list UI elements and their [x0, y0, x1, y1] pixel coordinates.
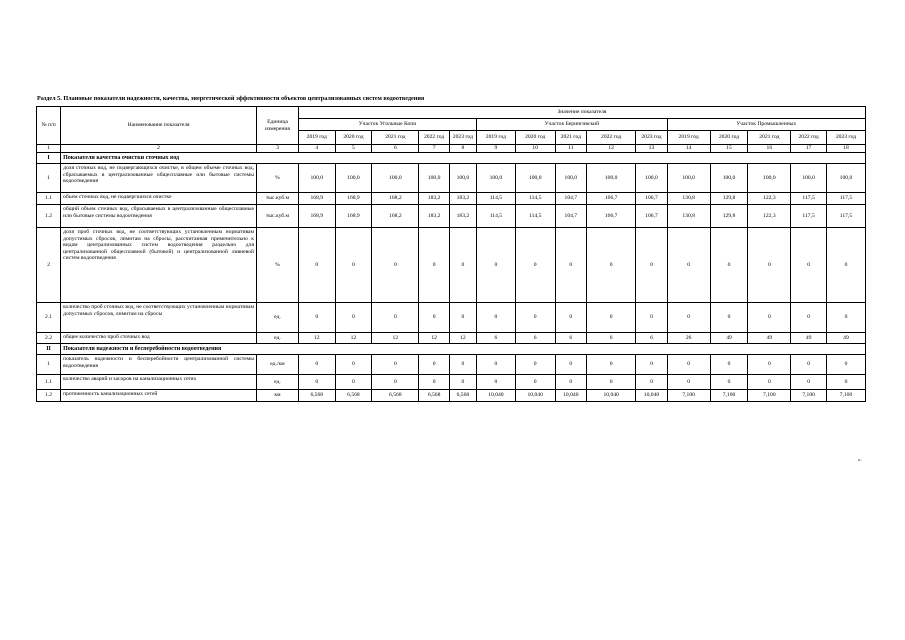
column-number: 9: [477, 145, 516, 153]
column-number: 3: [257, 145, 299, 153]
value-cell: 0: [636, 375, 667, 390]
value-cell: 0: [826, 303, 865, 333]
value-cell: 10,040: [477, 390, 516, 402]
column-number: 18: [826, 145, 865, 153]
year-header: 2021 год: [555, 131, 586, 145]
value-cell: 0: [477, 228, 516, 303]
value-cell: 100,0: [636, 164, 667, 193]
section-title-cell: Показатели надежности и бесперебойности водоотведения: [61, 344, 866, 355]
value-cell: 183,2: [449, 193, 476, 205]
value-cell: 0: [419, 355, 449, 375]
value-cell: 0: [636, 303, 667, 333]
col-name-header: Наименование показателя: [61, 107, 257, 145]
indicator-name: доля сточных вод, не подвергающихся очистке, в общем объеме сточных вод, сбрасываемых в централизованные общесплавные или бытовые системы водоотведения: [61, 164, 257, 193]
value-cell: 6: [477, 333, 516, 344]
value-cell: 6: [515, 333, 555, 344]
value-cell: 100,0: [298, 164, 335, 193]
value-cell: 100,0: [419, 164, 449, 193]
value-cell: 104,7: [555, 205, 586, 228]
year-header: 2020 год: [335, 131, 372, 145]
value-cell: 7,100: [748, 390, 791, 402]
unit-cell: %: [257, 228, 299, 303]
value-cell: 100,0: [372, 164, 419, 193]
value-cell: 12: [419, 333, 449, 344]
value-cell: 100,0: [748, 164, 791, 193]
value-cell: 6: [636, 333, 667, 344]
value-cell: 168,9: [298, 205, 335, 228]
unit-cell: тыс.куб.м: [257, 193, 299, 205]
value-cell: 0: [372, 355, 419, 375]
value-cell: 0: [449, 355, 476, 375]
year-header: 2020 год: [515, 131, 555, 145]
section-title-cell: Показатели качества очистки сточных вод: [61, 153, 866, 164]
value-cell: 100,0: [335, 164, 372, 193]
year-header: 2019 год: [477, 131, 516, 145]
column-numbers-row: [37, 145, 866, 153]
value-cell: 104,7: [555, 193, 586, 205]
indicator-name: объем сточных вод, не подвергшихся очистке: [61, 193, 257, 205]
value-cell: 7,100: [667, 390, 710, 402]
unit-cell: ед.: [257, 333, 299, 344]
value-cell: 114,5: [477, 205, 516, 228]
value-cell: 0: [298, 355, 335, 375]
value-cell: 0: [748, 228, 791, 303]
column-number: 8: [449, 145, 476, 153]
value-cell: 0: [791, 228, 827, 303]
value-cell: 129,8: [710, 193, 748, 205]
value-cell: 0: [419, 375, 449, 390]
column-number: 10: [515, 145, 555, 153]
year-header: 2022 год: [587, 131, 636, 145]
unit-cell: ед.: [257, 303, 299, 333]
value-cell: 168,2: [372, 205, 419, 228]
year-header: 2021 год: [372, 131, 419, 145]
footnote: ».: [858, 458, 862, 463]
table-body: [37, 153, 866, 402]
value-cell: 0: [515, 303, 555, 333]
value-cell: 0: [477, 355, 516, 375]
value-cell: 100,0: [555, 164, 586, 193]
table-row: [37, 193, 866, 205]
value-cell: 7,100: [826, 390, 865, 402]
column-number: 7: [419, 145, 449, 153]
column-number: 15: [710, 145, 748, 153]
value-cell: 0: [826, 228, 865, 303]
value-cell: 0: [791, 355, 827, 375]
column-number: 6: [372, 145, 419, 153]
row-number: 1: [37, 355, 61, 375]
value-cell: 114,5: [477, 193, 516, 205]
value-cell: 0: [477, 375, 516, 390]
value-cell: 6,568: [335, 390, 372, 402]
value-cell: 0: [667, 375, 710, 390]
row-number: 1.1: [37, 193, 61, 205]
value-group-header: Значение показателя: [298, 107, 865, 119]
col-num-header: № п/п: [37, 107, 61, 145]
value-cell: 49: [791, 333, 827, 344]
value-cell: 117,5: [826, 193, 865, 205]
unit-cell: %: [257, 164, 299, 193]
value-cell: 0: [449, 303, 476, 333]
value-cell: 0: [372, 375, 419, 390]
table-row: [37, 303, 866, 333]
value-cell: 0: [515, 228, 555, 303]
value-cell: 0: [335, 303, 372, 333]
column-number: 5: [335, 145, 372, 153]
value-cell: 122,3: [748, 193, 791, 205]
value-cell: 183,2: [419, 205, 449, 228]
table-row: [37, 228, 866, 303]
indicator-name: доля проб сточных вод, не соответствующих установленным нормативам допустимых сбросов, лимитам на сбросы, рассчитанная применительно к видам централизованных систем водоотведения раздельно для централизованной общесплавной (бытовой) и централизованной ливневой систем водоотведения: [61, 228, 257, 303]
table-row: [37, 375, 866, 390]
value-cell: 100,0: [791, 164, 827, 193]
indicator-name: количество проб сточных вод, не соответствующих установленным нормативам допустимых сбросов, лимитам на сбросы: [61, 303, 257, 333]
column-number: 12: [587, 145, 636, 153]
value-cell: 0: [710, 303, 748, 333]
value-cell: 100,0: [826, 164, 865, 193]
section-number: I: [37, 153, 61, 164]
value-cell: 26: [667, 333, 710, 344]
value-cell: 0: [826, 355, 865, 375]
value-cell: 49: [826, 333, 865, 344]
table-row: [37, 333, 866, 344]
year-header: 2021 год: [748, 131, 791, 145]
value-cell: 10,040: [515, 390, 555, 402]
value-cell: 114,5: [515, 193, 555, 205]
value-cell: 0: [419, 303, 449, 333]
header-row-1: [37, 107, 866, 119]
value-cell: 6: [587, 333, 636, 344]
value-cell: 0: [791, 375, 827, 390]
value-cell: 0: [748, 375, 791, 390]
table-row: [37, 164, 866, 193]
value-cell: 0: [449, 375, 476, 390]
column-number: 14: [667, 145, 710, 153]
value-cell: 168,9: [335, 193, 372, 205]
row-number: 2.2: [37, 333, 61, 344]
year-header: 2023 год: [636, 131, 667, 145]
value-cell: 0: [298, 303, 335, 333]
indicators-table: [36, 106, 866, 402]
value-cell: 0: [587, 375, 636, 390]
value-cell: 12: [449, 333, 476, 344]
value-cell: 168,9: [335, 205, 372, 228]
value-cell: 114,5: [515, 205, 555, 228]
value-cell: 7,100: [791, 390, 827, 402]
value-cell: 0: [449, 228, 476, 303]
value-cell: 168,2: [372, 193, 419, 205]
site-header: Участок Берингивский: [477, 119, 668, 131]
value-cell: 49: [710, 333, 748, 344]
value-cell: 130,8: [667, 193, 710, 205]
value-cell: 129,8: [710, 205, 748, 228]
indicator-name: общий объем сточных вод, сбрасываемых в централизованные общесплавные или бытовые системы водоотведения: [61, 205, 257, 228]
unit-cell: ед./км: [257, 355, 299, 375]
section-number: II: [37, 344, 61, 355]
unit-cell: ед.: [257, 375, 299, 390]
value-cell: 0: [667, 303, 710, 333]
value-cell: 0: [515, 355, 555, 375]
indicator-name: общее количество проб сточных вод: [61, 333, 257, 344]
year-header: 2023 год: [826, 131, 865, 145]
value-cell: 0: [587, 355, 636, 375]
value-cell: 100,0: [710, 164, 748, 193]
indicator-name: количество аварий и засоров на канализационных сетях: [61, 375, 257, 390]
column-number: 17: [791, 145, 827, 153]
value-cell: 0: [372, 228, 419, 303]
column-number: 16: [748, 145, 791, 153]
column-number: 13: [636, 145, 667, 153]
indicator-name: показатель надежности и бесперебойности централизованной системы водоотведения: [61, 355, 257, 375]
value-cell: 168,9: [298, 193, 335, 205]
column-number: 2: [61, 145, 257, 153]
value-cell: 12: [335, 333, 372, 344]
value-cell: 130,8: [667, 205, 710, 228]
value-cell: 6,568: [298, 390, 335, 402]
value-cell: 0: [667, 355, 710, 375]
column-number: 11: [555, 145, 586, 153]
value-cell: 106,7: [587, 193, 636, 205]
value-cell: 100,0: [477, 164, 516, 193]
row-number: 1: [37, 164, 61, 193]
site-header: Участок Промышлеиных: [667, 119, 865, 131]
value-cell: 122,3: [748, 205, 791, 228]
year-header: 2022 год: [791, 131, 827, 145]
value-cell: 183,2: [449, 205, 476, 228]
value-cell: 0: [791, 303, 827, 333]
value-cell: 0: [372, 303, 419, 333]
value-cell: 0: [555, 228, 586, 303]
value-cell: 0: [515, 375, 555, 390]
value-cell: 10,040: [555, 390, 586, 402]
value-cell: 0: [587, 303, 636, 333]
value-cell: 100,0: [667, 164, 710, 193]
value-cell: 0: [555, 355, 586, 375]
value-cell: 0: [636, 228, 667, 303]
row-number: 2: [37, 228, 61, 303]
row-number: 1.1: [37, 375, 61, 390]
value-cell: 106,7: [636, 205, 667, 228]
value-cell: 117,5: [791, 193, 827, 205]
row-number: 1.2: [37, 390, 61, 402]
value-cell: 0: [710, 375, 748, 390]
value-cell: 0: [298, 228, 335, 303]
value-cell: 0: [748, 355, 791, 375]
row-number: 1.2: [37, 205, 61, 228]
year-header: 2019 год: [298, 131, 335, 145]
value-cell: 100,0: [587, 164, 636, 193]
value-cell: 0: [477, 303, 516, 333]
value-cell: 100,0: [515, 164, 555, 193]
value-cell: 106,7: [587, 205, 636, 228]
value-cell: 0: [826, 375, 865, 390]
value-cell: 0: [555, 303, 586, 333]
year-header: 2022 год: [419, 131, 449, 145]
table-row: [37, 205, 866, 228]
value-cell: 0: [710, 355, 748, 375]
value-cell: 10,040: [636, 390, 667, 402]
value-cell: 49: [748, 333, 791, 344]
site-header: Участок Угольные Копи: [298, 119, 476, 131]
value-cell: 10,040: [587, 390, 636, 402]
value-cell: 0: [667, 228, 710, 303]
value-cell: 117,5: [791, 205, 827, 228]
section-title: Раздел 5. Плановые показатели надежности, качества, энергетической эффективности объектов централизованных систем водоотведения: [37, 95, 425, 102]
column-number: 1: [37, 145, 61, 153]
column-number: 4: [298, 145, 335, 153]
value-cell: 106,7: [636, 193, 667, 205]
value-cell: 12: [372, 333, 419, 344]
value-cell: 7,100: [710, 390, 748, 402]
value-cell: 0: [335, 355, 372, 375]
value-cell: 6: [555, 333, 586, 344]
indicator-name: протяженность канализационных сетей: [61, 390, 257, 402]
value-cell: 12: [298, 333, 335, 344]
section-row: [37, 153, 866, 164]
section-row: [37, 344, 866, 355]
col-unit-header: Единица измерения: [257, 107, 299, 145]
value-cell: 0: [335, 375, 372, 390]
value-cell: 183,2: [419, 193, 449, 205]
unit-cell: км: [257, 390, 299, 402]
value-cell: 100,0: [449, 164, 476, 193]
value-cell: 0: [298, 375, 335, 390]
value-cell: 0: [419, 228, 449, 303]
value-cell: 0: [636, 355, 667, 375]
year-header: 2019 год: [667, 131, 710, 145]
row-number: 2.1: [37, 303, 61, 333]
year-header: 2020 год: [710, 131, 748, 145]
unit-cell: тыс.куб.м: [257, 205, 299, 228]
value-cell: 0: [335, 228, 372, 303]
value-cell: 0: [587, 228, 636, 303]
value-cell: 0: [710, 228, 748, 303]
value-cell: 6,568: [372, 390, 419, 402]
year-header: 2023 год: [449, 131, 476, 145]
table-row: [37, 390, 866, 402]
table-row: [37, 355, 866, 375]
value-cell: 6,568: [419, 390, 449, 402]
value-cell: 0: [555, 375, 586, 390]
value-cell: 117,5: [826, 205, 865, 228]
value-cell: 0: [748, 303, 791, 333]
value-cell: 6,568: [449, 390, 476, 402]
